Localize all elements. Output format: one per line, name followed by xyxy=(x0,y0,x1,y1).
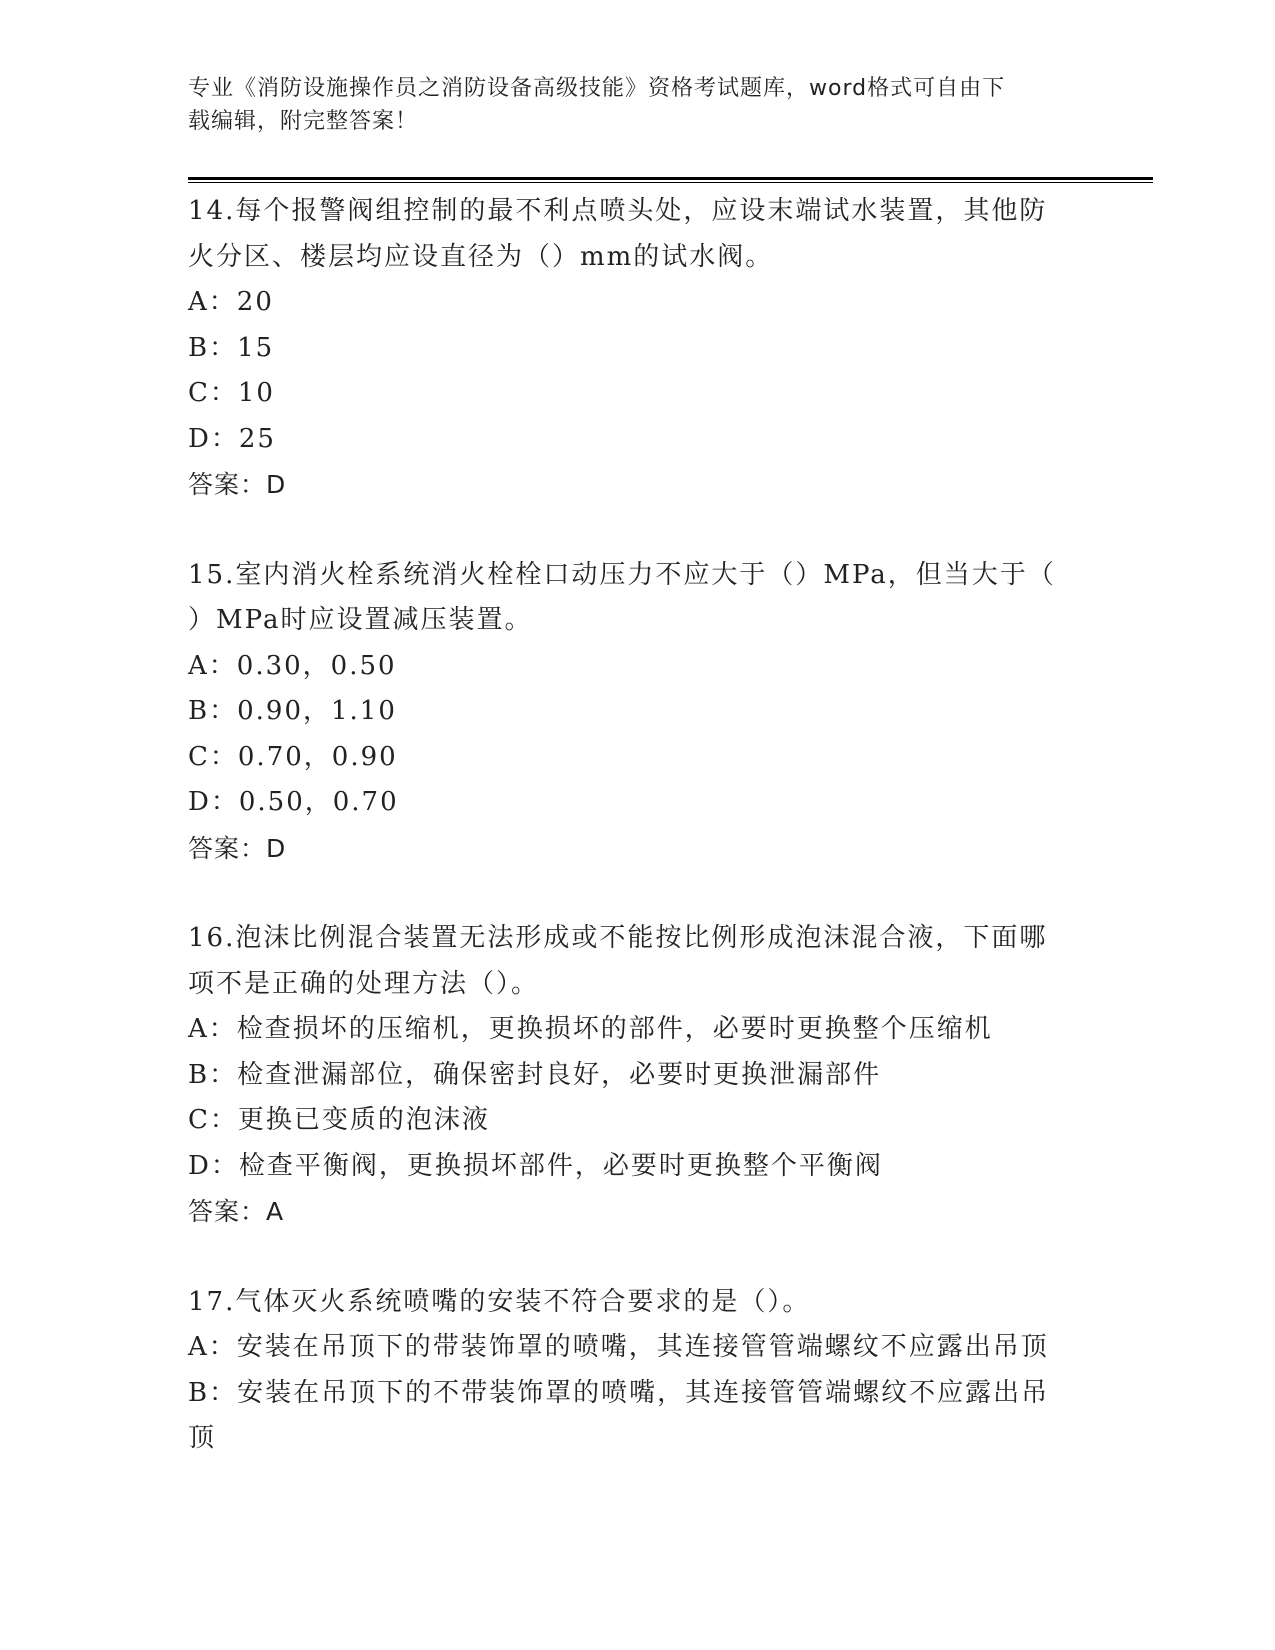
answer: 答案：D xyxy=(188,833,287,863)
option-b: B：0.90，1.10 xyxy=(188,696,397,726)
option-a: A：检查损坏的压缩机，更换损坏的部件，必要时更换整个压缩机 xyxy=(188,1014,993,1044)
question-stem: 14.每个报警阀组控制的最不利点喷头处，应设末端试水装置，其他防 xyxy=(188,196,1048,226)
question-16 xyxy=(188,916,1088,1235)
question-stem: 火分区、楼层均应设直径为（）mm的试水阀。 xyxy=(188,241,774,272)
question-17 xyxy=(188,1280,1088,1462)
option-b: B：安装在吊顶下的不带装饰罩的喷嘴，其连接管管端螺纹不应露出吊 xyxy=(188,1377,1050,1408)
question-stem: ）MPa时应设置减压装置。 xyxy=(188,605,533,635)
header-divider xyxy=(188,177,1153,180)
question-stem: 项不是正确的处理方法（）。 xyxy=(188,968,540,999)
option-b: B：15 xyxy=(188,332,275,363)
option-c: C：0.70，0.90 xyxy=(188,741,398,772)
option-a: A：安装在吊顶下的带装饰罩的喷嘴，其连接管管端螺纹不应露出吊顶 xyxy=(188,1332,1049,1362)
option-d: D：25 xyxy=(188,423,276,454)
question-stem: 16.泡沫比例混合装置无法形成或不能按比例形成泡沫混合液，下面哪 xyxy=(188,923,1048,953)
question-stem: 15.室内消火栓系统消火栓栓口动压力不应大于（）MPa，但当大于（ xyxy=(188,559,1056,590)
option-d: D：检查平衡阀，更换损坏部件，必要时更换整个平衡阀 xyxy=(188,1150,883,1181)
option-d: D：0.50，0.70 xyxy=(188,787,399,817)
header-line: 载编辑，附完整答案！ xyxy=(188,109,419,134)
question-list xyxy=(188,189,1088,1507)
header-line: 专业《消防设施操作员之消防设备高级技能》资格考试题库，word格式可自由下 xyxy=(188,76,1006,101)
question-stem: 17.气体灭火系统喷嘴的安装不符合要求的是（）。 xyxy=(188,1286,811,1317)
option-b: B：检查泄漏部位，确保密封良好，必要时更换泄漏部件 xyxy=(188,1059,882,1090)
option-a: A：20 xyxy=(188,287,274,317)
answer: 答案：A xyxy=(188,1197,285,1226)
option-c: C：更换已变质的泡沫液 xyxy=(188,1105,490,1135)
question-14 xyxy=(188,189,1088,508)
header-divider-thin xyxy=(188,182,1153,183)
answer: 答案：D xyxy=(188,470,287,499)
question-15 xyxy=(188,553,1088,872)
option-a: A：0.30，0.50 xyxy=(188,650,397,681)
option-b-continued: 顶 xyxy=(188,1423,217,1453)
option-c: C：10 xyxy=(188,378,275,408)
document-header xyxy=(188,72,1088,138)
